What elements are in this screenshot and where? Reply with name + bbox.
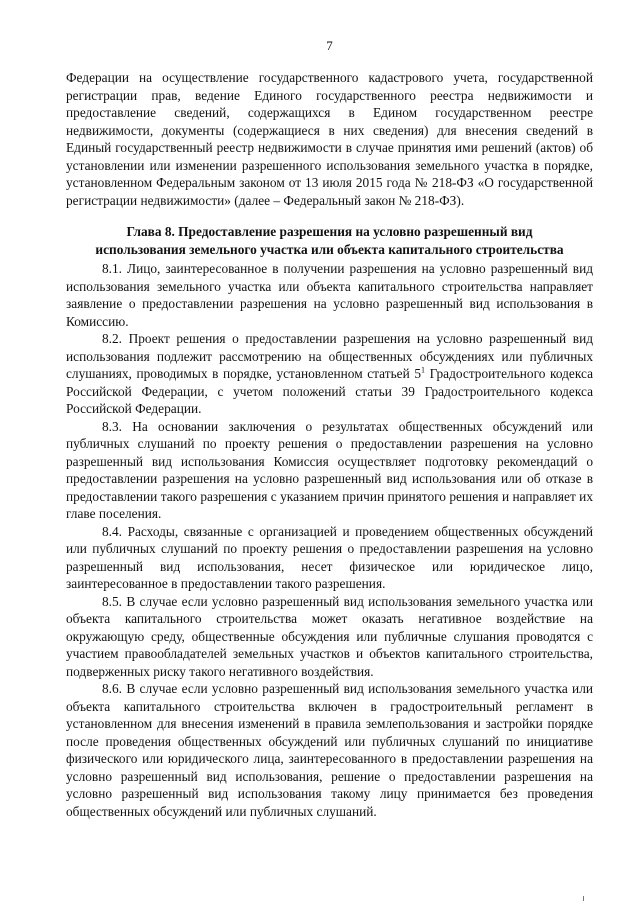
paragraph-8-2-text-b: Градостроительного кодекса Российской Федерации, с учетом положений статьи 39 Градостроительного кодекса Российской Федерации.	[66, 366, 593, 416]
scan-edge-mark	[583, 896, 584, 901]
paragraph-8-4: 8.4. Расходы, связанные с организацией и проведением общественных обсуждений или публичных слушаний по проекту решения о предоставлении разрешения на условно разрешенный вид использования, несет физическое или юридическое лицо, заинтересованное в предоставлении такого разрешения.	[66, 523, 593, 591]
page-number: 7	[326, 38, 333, 53]
paragraph-8-1: 8.1. Лицо, заинтересованное в получении разрешения на условно разрешенный вид использования земельного участка или объекта капитального строительства направляет заявление о предоставлении разрешения на условно разрешенный вид использования в Комиссию.	[66, 261, 593, 329]
paragraph-8-6: 8.6. В случае если условно разрешенный вид использования земельного участка или объекта капитального строительства включен в градостроительный регламент в установленном для внесения изменений в правила землепользования и застройки порядке после проведения общественных обсуждений или публичных слушаний по инициативе физического или юридического лица, заинтересованного в предоставлении разрешения на условно разрешенный вид использования, решение о предоставлении разрешения на условно разрешенный вид использования такому лицу принимается без проведения общественных обсуждений или публичных слушаний.	[66, 681, 593, 819]
paragraph-8-2	[66, 330, 593, 418]
paragraph-8-2-text-a: 8.2. Проект решения о предоставлении разрешения на условно разрешенный вид использования подлежит рассмотрению на общественных обсуждениях или публичных слушаниях, проводимых в порядке, установленном статьей 5	[66, 331, 593, 381]
paragraph-8-3: 8.3. На основании заключения о результатах общественных обсуждений или публичных слушаний по проекту решения о предоставлении разрешения на условно разрешенный вид использования Комиссия осуществляет подготовку рекомендаций о предоставлении разрешения на условно разрешенный вид использования или об отказе в предоставлении такого разрешения с указанием причин принятого решения и направляет их главе поселения.	[66, 418, 593, 521]
chapter-heading-line-1: Глава 8. Предоставление разрешения на условно разрешенный вид	[126, 224, 533, 239]
article-superscript: 1	[421, 365, 426, 375]
intro-paragraph: Федерации на осуществление государственного кадастрового учета, государственной регистрации прав, ведение Единого государственного реестра недвижимости и предоставление сведений, содержащихся в Едином государственном реестре недвижимости, документы (содержащиеся в них сведения) для внесения сведений в Единый государственный реестр недвижимости в случае принятия ими решений (актов) об установлении или изменении разрешенного использования земельного участка в порядке, установленном Федеральным законом от 13 июля 2015 года № 218-ФЗ «О государственной регистрации недвижимости» (далее – Федеральный закон № 218-ФЗ).	[66, 70, 593, 208]
chapter-heading	[66, 223, 593, 258]
paragraph-8-5: 8.5. В случае если условно разрешенный вид использования земельного участка или объекта капитального строительства может оказать негативное воздействие на окружающую среду, общественные обсуждения или публичные слушания проводятся с участием правообладателей земельных участков и объектов капитального строительства, подверженных риску такого негативного воздействия.	[66, 593, 593, 679]
chapter-heading-line-2: использования земельного участка или объекта капитального строительства	[95, 241, 564, 257]
